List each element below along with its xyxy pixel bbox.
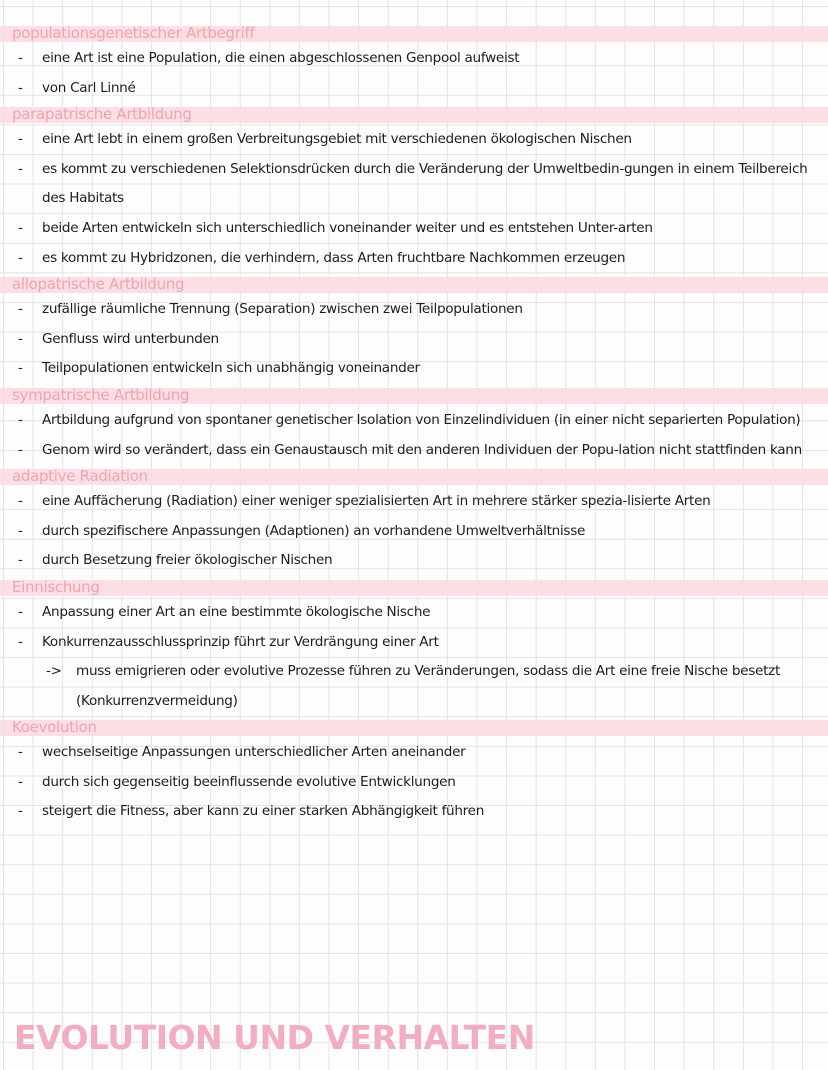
section-heading: Einnischung — [0, 576, 828, 598]
bullet-list — [0, 125, 828, 273]
bullet-list — [0, 44, 828, 103]
bullet-list — [0, 487, 828, 576]
list-item: - eine Auffächerung (Radiation) einer weniger spezialisierten Art in mehrere stärker spezia-lisierte Arten — [0, 487, 828, 517]
section-parapatrische-artbildung — [0, 103, 828, 273]
section-populationsgenetischer-artbegriff — [0, 22, 828, 103]
section-heading: sympatrische Artbildung — [0, 384, 828, 406]
chapter-title: EVOLUTION UND VERHALTEN — [14, 1018, 535, 1057]
section-einnischung — [0, 576, 828, 716]
list-item: - durch sich gegenseitig beeinflussende evolutive Entwicklungen — [0, 768, 828, 798]
list-item: - steigert die Fitness, aber kann zu einer starken Abhängigkeit führen — [0, 797, 828, 827]
list-item: - beide Arten entwickeln sich unterschiedlich voneinander weiter und es entstehen Unter-arten — [0, 214, 828, 244]
section-sympatrische-artbildung — [0, 384, 828, 465]
list-item: - durch Besetzung freier ökologischer Nischen — [0, 546, 828, 576]
list-item: - Genfluss wird unterbunden — [0, 325, 828, 355]
section-heading: adaptive Radiation — [0, 465, 828, 487]
section-heading: parapatrische Artbildung — [0, 103, 828, 125]
list-item: - von Carl Linné — [0, 74, 828, 104]
section-allopatrische-artbildung — [0, 273, 828, 384]
sub-list-item-text: muss emigrieren oder evolutive Prozesse führen zu Veränderungen, sodass die Art eine freie Nische besetzt (Konkurrenzvermeidung) — [76, 663, 780, 709]
list-item: - es kommt zu Hybridzonen, die verhindern, dass Arten fruchtbare Nachkommen erzeugen — [0, 244, 828, 274]
list-item: - Genom wird so verändert, dass ein Genaustausch mit den anderen Individuen der Popu-lation nicht stattfinden kann — [0, 436, 828, 466]
bullet-list — [0, 738, 828, 827]
list-item: - es kommt zu verschiedenen Selektionsdrücken durch die Veränderung der Umweltbedin-gungen in einem Teilbereich des Habitats — [0, 155, 828, 214]
list-item: - Teilpopulationen entwickeln sich unabhängig voneinander — [0, 354, 828, 384]
list-item: - Konkurrenzausschlussprinzip führt zur Verdrängung einer Art — [0, 628, 828, 658]
list-item: - wechselseitige Anpassungen unterschiedlicher Arten aneinander — [0, 738, 828, 768]
bullet-list — [0, 295, 828, 384]
section-heading: populationsgenetischer Artbegriff — [0, 22, 828, 44]
section-heading: allopatrische Artbildung — [0, 273, 828, 295]
arrow-icon: -> — [46, 663, 62, 680]
list-item: - Anpassung einer Art an eine bestimmte ökologische Nische — [0, 598, 828, 628]
list-item: - Artbildung aufgrund von spontaner genetischer Isolation von Einzelindividuen (in einer nicht separierten Population) — [0, 406, 828, 436]
bullet-list — [0, 406, 828, 465]
section-adaptive-radiation — [0, 465, 828, 576]
section-heading: Koevolution — [0, 716, 828, 738]
bullet-list — [0, 598, 828, 657]
section-koevolution — [0, 716, 828, 827]
list-item: - zufällige räumliche Trennung (Separation) zwischen zwei Teilpopulationen — [0, 295, 828, 325]
sub-list-item — [0, 657, 828, 716]
list-item: - durch spezifischere Anpassungen (Adaptionen) an vorhandene Umweltverhältnisse — [0, 517, 828, 547]
note-page — [0, 22, 828, 827]
list-item: - eine Art ist eine Population, die einen abgeschlossenen Genpool aufweist — [0, 44, 828, 74]
list-item: - eine Art lebt in einem großen Verbreitungsgebiet mit verschiedenen ökologischen Nischen — [0, 125, 828, 155]
